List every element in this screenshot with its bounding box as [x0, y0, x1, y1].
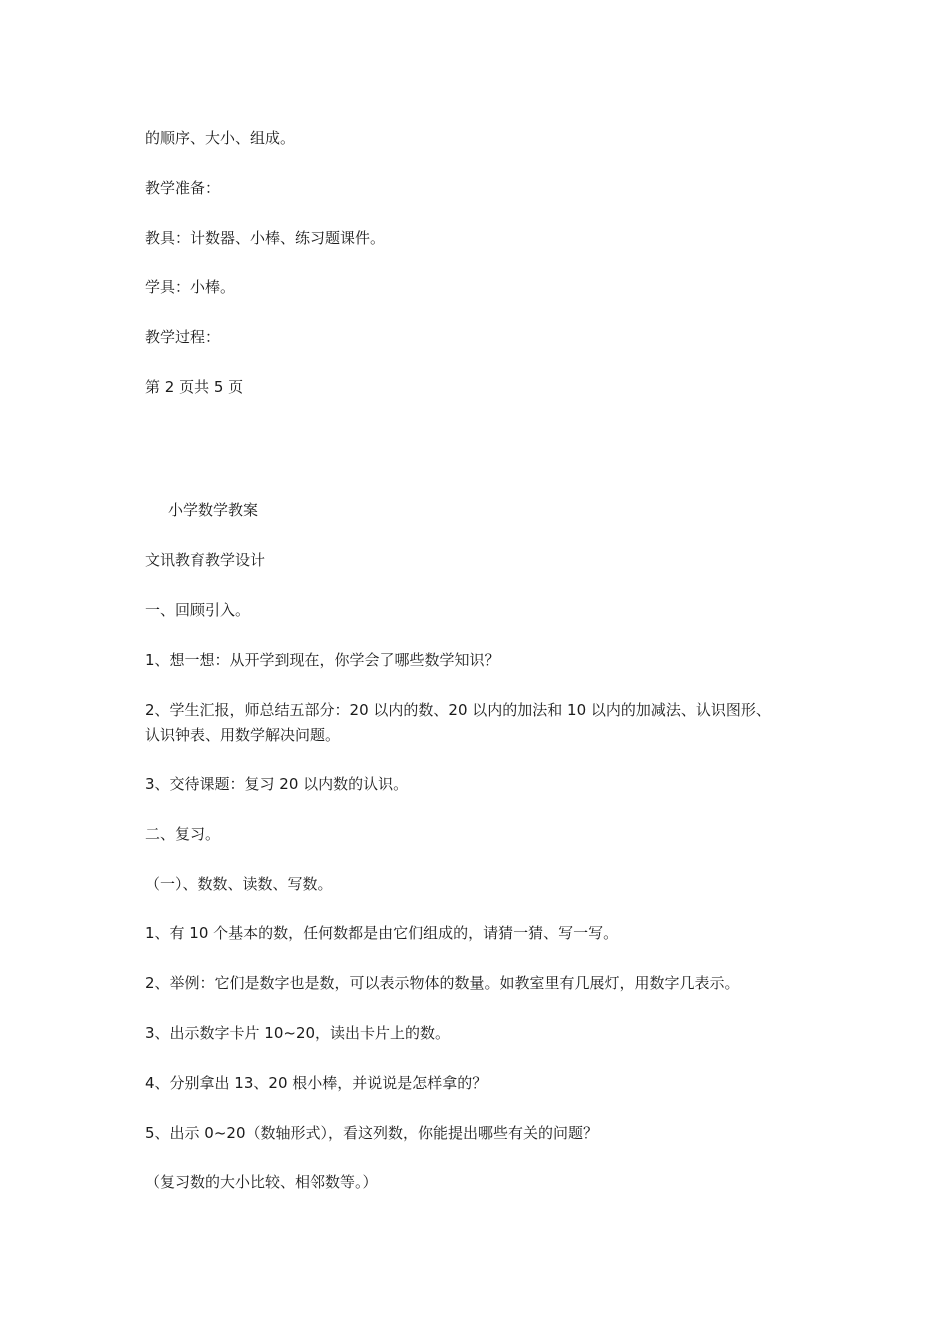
page-header: 小学数学教案: [168, 501, 259, 519]
text-line: 教具：计数器、小棒、练习题课件。: [145, 229, 386, 247]
text-line: 的顺序、大小、组成。: [145, 129, 296, 147]
text-line: （复习数的大小比较、相邻数等。）: [145, 1173, 378, 1191]
text-line: 5、出示 0~20（数轴形式），看这列数，你能提出哪些有关的问题？: [145, 1124, 599, 1142]
section-heading: 二、复习。: [145, 825, 221, 843]
text-line: 1、有 10 个基本的数，任何数都是由它们组成的，请猜一猜、写一写。: [145, 924, 619, 942]
section-heading: 教学过程：: [145, 328, 221, 346]
text-line: 2、举例：它们是数字也是数，可以表示物体的数量。如教室里有几展灯，用数字几表示。: [145, 974, 740, 992]
section-heading: 教学准备：: [145, 179, 221, 197]
text-line: 3、出示数字卡片 10~20，读出卡片上的数。: [145, 1024, 451, 1042]
text-line: 3、交待课题：复习 20 以内数的认识。: [145, 775, 409, 793]
page-footer: 第 2 页共 5 页: [145, 378, 244, 396]
section-heading: 一、回顾引入。: [145, 601, 251, 619]
text-line: 2、学生汇报，师总结五部分：20 以内的数、20 以内的加法和 10 以内的加减法、认识图形、: [145, 701, 771, 719]
text-line: 4、分别拿出 13、20 根小棒，并说说是怎样拿的？: [145, 1074, 488, 1092]
text-line: 1、想一想：从开学到现在，你学会了哪些数学知识？: [145, 651, 500, 669]
text-line: 认识钟表、用数学解决问题。: [145, 726, 341, 744]
page-subheader: 文讯教育教学设计: [145, 551, 266, 569]
text-line: 学具：小棒。: [145, 278, 236, 296]
subsection-heading: （一）、数数、读数、写数。: [145, 875, 333, 893]
